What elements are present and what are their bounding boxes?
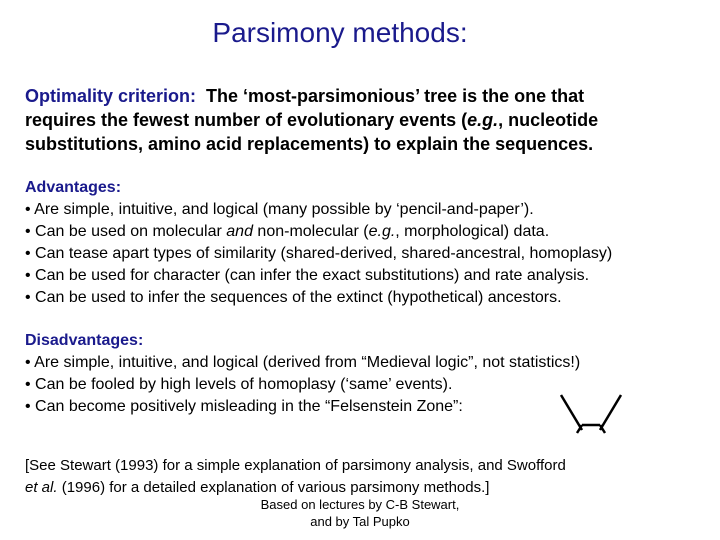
disadvantages-heading: Disadvantages: — [25, 332, 144, 349]
page-title: Parsimony methods: — [212, 17, 468, 48]
criterion-line-2 — [25, 110, 598, 131]
advantage-item-2-eg: e.g. — [368, 223, 396, 240]
reference-line-1: [See Stewart (1993) for a simple explanation of parsimony analysis, and Swofford — [25, 457, 566, 474]
criterion-line-3: substitutions, amino acid replacements) to explain the sequences. — [25, 134, 594, 154]
advantage-item-1: • Are simple, intuitive, and logical (many possible by ‘pencil-and-paper’). — [25, 201, 534, 218]
credit-line-1: Based on lectures by C-B Stewart, — [260, 497, 460, 512]
criterion-line-2-pre: requires the fewest number of evolutionary events ( — [25, 110, 468, 130]
criterion-label: Optimality criterion: — [25, 86, 197, 106]
reference-line-2-text: (1996) for a detailed explanation of various parsimony methods.] — [57, 479, 490, 496]
disadvantage-item-3: • Can become positively misleading in the “Felsenstein Zone”: — [25, 398, 463, 415]
disadvantage-item-1: • Are simple, intuitive, and logical (derived from “Medieval logic”, not statistics!) — [25, 354, 581, 371]
disadvantage-item-2: • Can be fooled by high levels of homoplasy (‘same’ events). — [25, 376, 453, 393]
advantage-item-2-pre: • Can be used on molecular — [25, 223, 227, 240]
credit-line-2: and by Tal Pupko — [310, 514, 410, 529]
criterion-line-1-text: The ‘most-parsimonious’ tree is the one that — [206, 86, 585, 106]
advantage-item-5: • Can be used to infer the sequences of the extinct (hypothetical) ancestors. — [25, 289, 562, 306]
criterion-line-2-post: , nucleotide — [498, 110, 599, 130]
long-branch-right — [600, 395, 621, 430]
advantage-item-2 — [25, 223, 549, 241]
advantage-item-2-post: , morphological) data. — [395, 223, 550, 240]
advantage-item-3: • Can tease apart types of similarity (shared-derived, shared-ancestral, homoplasy) — [25, 245, 613, 262]
advantage-item-2-and: and — [226, 223, 253, 240]
criterion-eg: e.g. — [467, 110, 499, 130]
felsenstein-zone-tree-diagram — [555, 392, 630, 437]
advantages-heading: Advantages: — [25, 179, 122, 196]
advantage-item-2-mid: non-molecular ( — [252, 223, 369, 240]
advantage-item-4: • Can be used for character (can infer the exact substitutions) and rate analysis. — [25, 267, 590, 284]
reference-etal: et al. — [25, 479, 58, 496]
reference-line-2 — [25, 479, 489, 496]
criterion-line-1 — [25, 86, 584, 107]
long-branch-left — [561, 395, 582, 430]
